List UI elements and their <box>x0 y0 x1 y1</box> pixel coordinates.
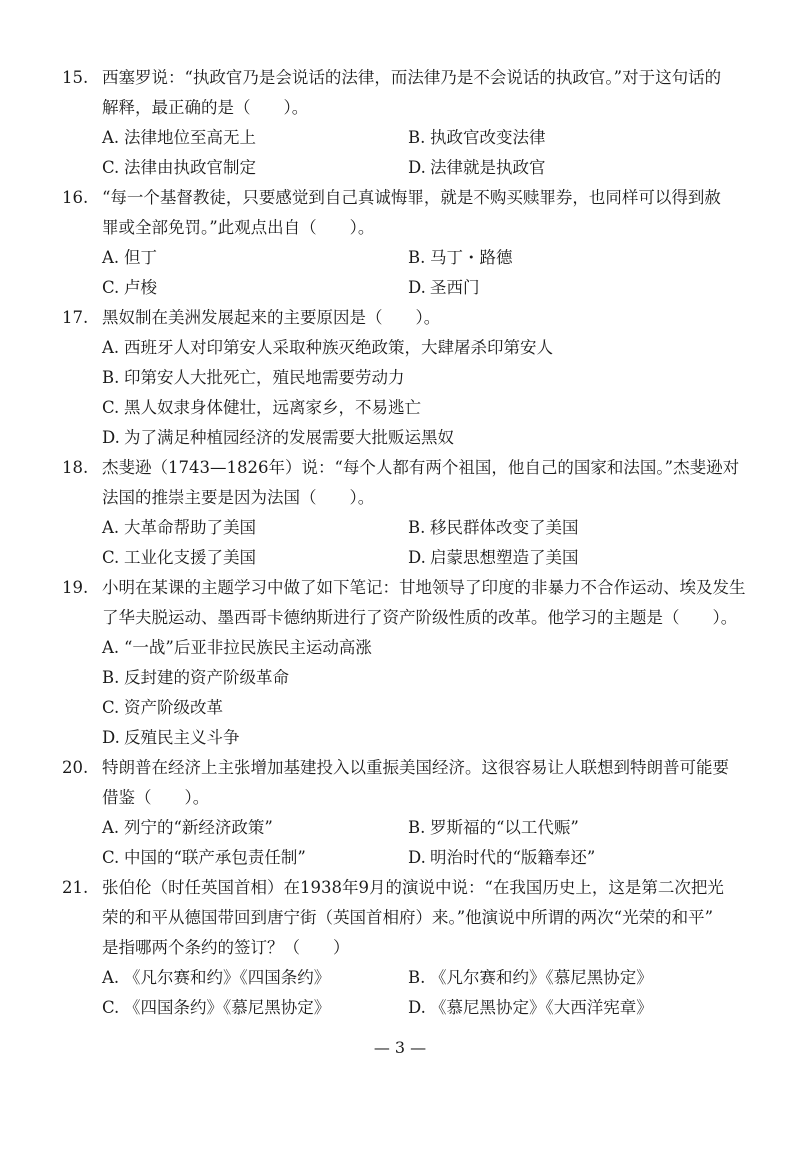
option-b <box>408 516 579 540</box>
option-text: 但丁 <box>124 248 157 267</box>
option-c <box>102 846 306 870</box>
question-stem-line: “每一个基督教徒，只要感觉到自己真诚悔罪，就是不购买赎罪券，也同样可以得到赦 <box>102 188 721 207</box>
question-stem-line: 是指哪两个条约的签订？（ ） <box>102 938 350 957</box>
question-number: 21. <box>62 878 89 897</box>
option-text: 黑人奴隶身体健壮，远离家乡，不易逃亡 <box>124 398 421 417</box>
option-c <box>102 276 157 300</box>
option-label: D. <box>102 428 120 447</box>
option-text: “一战”后亚非拉民族民主运动高涨 <box>124 638 372 657</box>
option-text: 《凡尔赛和约》《四国条约》 <box>124 968 331 987</box>
option-d <box>408 846 595 870</box>
question-stem-line: 特朗普在经济上主张增加基建投入以重振美国经济。这很容易让人联想到特朗普可能要 <box>102 758 729 777</box>
option-a <box>102 636 372 660</box>
option-text: 印第安人大批死亡，殖民地需要劳动力 <box>124 368 405 387</box>
question-stem-line: 法国的推崇主要是因为法国（ ）。 <box>102 488 375 507</box>
option-b <box>408 246 513 270</box>
option-d <box>408 996 653 1020</box>
option-a <box>102 516 256 540</box>
option-b <box>408 816 579 840</box>
option-c <box>102 156 256 180</box>
option-a <box>102 126 256 150</box>
option-text: 为了满足种植园经济的发展需要大批贩运黑奴 <box>124 428 454 447</box>
option-a <box>102 246 157 270</box>
option-label: C. <box>102 848 120 867</box>
option-text: 马丁・路德 <box>430 248 513 267</box>
question-stem-line: 罪或全部免罚。”此观点出自（ ）。 <box>102 218 375 237</box>
option-text: 罗斯福的“以工代赈” <box>430 818 579 837</box>
option-text: 法律由执政官制定 <box>124 158 256 177</box>
option-text: 资产阶级改革 <box>124 698 223 717</box>
option-label: D. <box>408 848 426 867</box>
question-stem-line: 西塞罗说：“执政官乃是会说话的法律，而法律乃是不会说话的执政官。”对于这句话的 <box>102 68 722 87</box>
option-label: B. <box>408 518 426 537</box>
question-stem-line: 了华夫脱运动、墨西哥卡德纳斯进行了资产阶级性质的改革。他学习的主题是（ ）。 <box>102 608 738 627</box>
option-label: B. <box>408 128 426 147</box>
option-label: D. <box>408 548 426 567</box>
option-d <box>408 156 546 180</box>
option-label: D. <box>408 998 426 1017</box>
option-label: B. <box>408 818 426 837</box>
option-b <box>408 126 546 150</box>
option-text: 移民群体改变了美国 <box>430 518 579 537</box>
option-text: 《四国条约》《慕尼黑协定》 <box>124 998 331 1017</box>
option-label: A. <box>102 968 120 987</box>
option-text: 反殖民主义斗争 <box>124 728 240 747</box>
option-text: 法律地位至高无上 <box>124 128 256 147</box>
question-number: 20. <box>62 758 89 777</box>
option-label: A. <box>102 338 120 357</box>
option-text: 反封建的资产阶级革命 <box>124 668 289 687</box>
option-c <box>102 696 223 720</box>
option-label: B. <box>408 968 426 987</box>
option-label: A. <box>102 248 120 267</box>
option-label: A. <box>102 638 120 657</box>
option-text: 执政官改变法律 <box>430 128 546 147</box>
option-c <box>102 996 330 1020</box>
option-d <box>408 546 579 570</box>
question-stem-line: 杰斐逊（1743—1826年）说：“每个人都有两个祖国，他自己的国家和法国。”杰斐逊对 <box>102 458 740 477</box>
question-stem-line: 黑奴制在美洲发展起来的主要原因是（ ）。 <box>102 308 441 327</box>
option-b <box>102 666 289 690</box>
option-text: 列宁的“新经济政策” <box>124 818 273 837</box>
option-text: 中国的“联产承包责任制” <box>124 848 306 867</box>
page-number: — 3 — <box>373 1038 427 1057</box>
option-d <box>408 276 480 300</box>
option-text: 工业化支援了美国 <box>124 548 256 567</box>
option-text: 卢梭 <box>124 278 157 297</box>
option-label: A. <box>102 128 120 147</box>
option-d <box>102 426 454 450</box>
option-text: 《凡尔赛和约》《慕尼黑协定》 <box>430 968 653 987</box>
option-a <box>102 816 273 840</box>
option-label: D. <box>102 728 120 747</box>
option-text: 启蒙思想塑造了美国 <box>430 548 579 567</box>
option-c <box>102 396 421 420</box>
option-text: 大革命帮助了美国 <box>124 518 256 537</box>
question-stem-line: 张伯伦（时任英国首相）在1938年9月的演说中说：“在我国历史上，这是第二次把光 <box>102 878 724 897</box>
option-b <box>408 966 653 990</box>
option-text: 西班牙人对印第安人采取种族灭绝政策，大肆屠杀印第安人 <box>124 338 553 357</box>
option-label: B. <box>102 668 120 687</box>
option-label: C. <box>102 998 120 1017</box>
option-label: A. <box>102 818 120 837</box>
question-number: 16. <box>62 188 89 207</box>
question-stem-line: 小明在某课的主题学习中做了如下笔记：甘地领导了印度的非暴力不合作运动、埃及发生 <box>102 578 746 597</box>
question-number: 15. <box>62 68 89 87</box>
option-c <box>102 546 256 570</box>
option-label: B. <box>408 248 426 267</box>
option-label: C. <box>102 278 120 297</box>
option-label: B. <box>102 368 120 387</box>
option-a <box>102 336 553 360</box>
option-label: C. <box>102 158 120 177</box>
option-label: C. <box>102 398 120 417</box>
question-number: 18. <box>62 458 89 477</box>
option-label: C. <box>102 698 120 717</box>
option-text: 《慕尼黑协定》《大西洋宪章》 <box>430 998 653 1017</box>
option-label: A. <box>102 518 120 537</box>
option-text: 法律就是执政官 <box>430 158 546 177</box>
option-text: 明治时代的“版籍奉还” <box>430 848 596 867</box>
option-label: C. <box>102 548 120 567</box>
option-d <box>102 726 240 750</box>
option-label: D. <box>408 278 426 297</box>
question-number: 19. <box>62 578 89 597</box>
question-stem-line: 借鉴（ ）。 <box>102 788 210 807</box>
option-label: D. <box>408 158 426 177</box>
question-number: 17. <box>62 308 89 327</box>
question-stem-line: 解释，最正确的是（ ）。 <box>102 98 309 117</box>
option-a <box>102 966 330 990</box>
question-stem-line: 荣的和平从德国带回到唐宁街（英国首相府）来。”他演说中所谓的两次“光荣的和平” <box>102 908 714 927</box>
option-text: 圣西门 <box>430 278 480 297</box>
option-b <box>102 366 405 390</box>
